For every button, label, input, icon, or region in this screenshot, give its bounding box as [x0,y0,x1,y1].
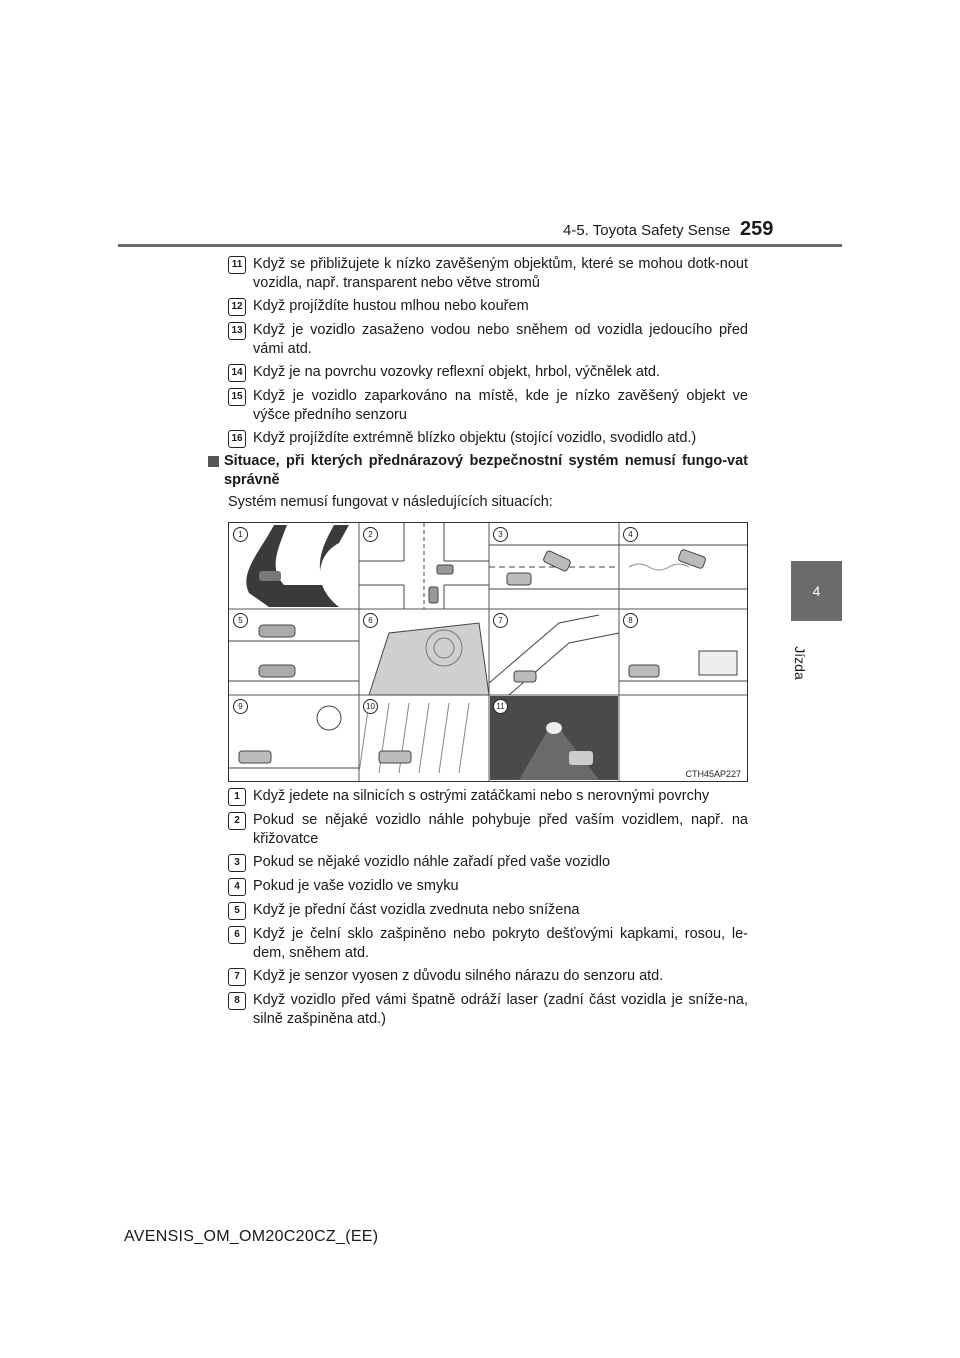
section-intro: Systém nemusí fungovat v následujících situacích: [228,494,553,510]
figure-cell-number-11: 11 [493,699,508,714]
scene-tunnel [490,696,618,780]
scene-intersection [359,523,489,609]
figure-code: CTH45AP227 [685,769,741,779]
item-number-14: 14 [228,364,246,382]
figure-cell-number-5: 5 [233,613,248,628]
scene-dirty-windshield [369,623,489,695]
item-text: Pokud je vaše vozidlo ve smyku [253,878,459,894]
figure-cell-number-8: 8 [623,613,638,628]
list-item [228,877,748,896]
scene-sun-glare [229,706,359,768]
item-text: Když je vozidlo zaparkováno na místě, kde je nízko zavěšený objekt ve výšce předního senzoru [253,388,748,423]
section-bullet-icon [208,456,219,467]
header-rule [118,244,842,247]
item-text: Když je na povrchu vozovky reflexní objekt, hrbol, výčnělek atd. [253,364,661,380]
figure-cell-number-4: 4 [623,527,638,542]
figure-cell-number-2: 2 [363,527,378,542]
figure-cell-number-6: 6 [363,613,378,628]
item-number-16: 16 [228,430,246,448]
scene-sharp-curve [246,525,349,607]
list-item [228,811,748,849]
item-number-12: 12 [228,298,246,316]
item-number-4: 4 [228,878,246,896]
footer-doc-code: AVENSIS_OM_OM20C20CZ_(EE) [124,1228,379,1245]
item-text: Když je čelní sklo zašpiněno nebo pokryto dešťovými kapkami, rosou, le-dem, sněhem atd. [253,926,748,961]
list-item [228,991,748,1029]
chapter-label: Jízda [792,646,808,680]
item-text: Když jedete na silnicích s ostrými zatáčkami nebo s nerovnými povrchy [253,788,710,804]
chapter-number: 4 [812,583,821,599]
item-number-7: 7 [228,968,246,986]
item-text: Když projíždíte hustou mlhou nebo kouřem [253,298,529,314]
list-item [228,429,748,448]
list-item [228,925,748,963]
item-text: Když se přibližujete k nízko zavěšeným objektům, které se mohou dotk-nout vozidla, např. transparent nebo větve stromů [253,256,748,291]
list-item [228,321,748,359]
header-section-title: 4-5. Toyota Safety Sense [563,222,731,239]
item-number-3: 3 [228,854,246,872]
list-item [228,967,748,986]
item-number-2: 2 [228,812,246,830]
item-text: Když je vozidlo zasaženo vodou nebo sněhem od vozidla jedoucího před vámi atd. [253,322,748,357]
scene-cut-in [489,545,619,589]
item-number-11: 11 [228,256,246,274]
item-number-8: 8 [228,992,246,1010]
item-text: Když je přední část vozidla zvednuta nebo snížena [253,902,580,918]
item-number-1: 1 [228,788,246,806]
figure-cell-number-1: 1 [233,527,248,542]
list-item [228,787,748,806]
figure-cell-number-3: 3 [493,527,508,542]
list-item [228,363,748,382]
scene-sensor-misaligned [489,615,619,695]
list-item [228,853,748,872]
list-item [228,297,748,316]
section-heading [208,452,748,490]
item-number-5: 5 [228,902,246,920]
page-number: 259 [740,218,774,240]
situations-figure [228,522,748,782]
figure-cell-number-10: 10 [363,699,378,714]
item-number-13: 13 [228,322,246,340]
figure-cell-number-7: 7 [493,613,508,628]
list-item [228,901,748,920]
scene-rain [359,703,469,773]
item-text: Když projíždíte extrémně blízko objektu (stojící vozidlo, svodidlo atd.) [253,430,697,446]
item-number-6: 6 [228,926,246,944]
scene-skid [619,545,747,589]
item-text: Pokud se nějaké vozidlo náhle pohybuje před vaším vozidlem, např. na křižovatce [253,812,748,847]
list-item [228,255,748,293]
item-number-15: 15 [228,388,246,406]
scene-nose-lift [229,625,359,681]
item-text: Když je senzor vyosen z důvodu silného nárazu do senzoru atd. [253,968,664,984]
item-text: Když vozidlo před vámi špatně odráží laser (zadní část vozidla je sníže-na, silně zašpiněna atd.) [253,992,748,1027]
situations-illustration [229,523,747,781]
chapter-tab [791,561,842,621]
list-item [228,387,748,425]
scene-poor-reflection [619,651,747,681]
section-heading-text: Situace, při kterých přednárazový bezpečnostní systém nemusí fungo-vat správně [224,453,748,488]
item-text: Pokud se nějaké vozidlo náhle zařadí před vaše vozidlo [253,854,611,870]
figure-cell-number-9: 9 [233,699,248,714]
